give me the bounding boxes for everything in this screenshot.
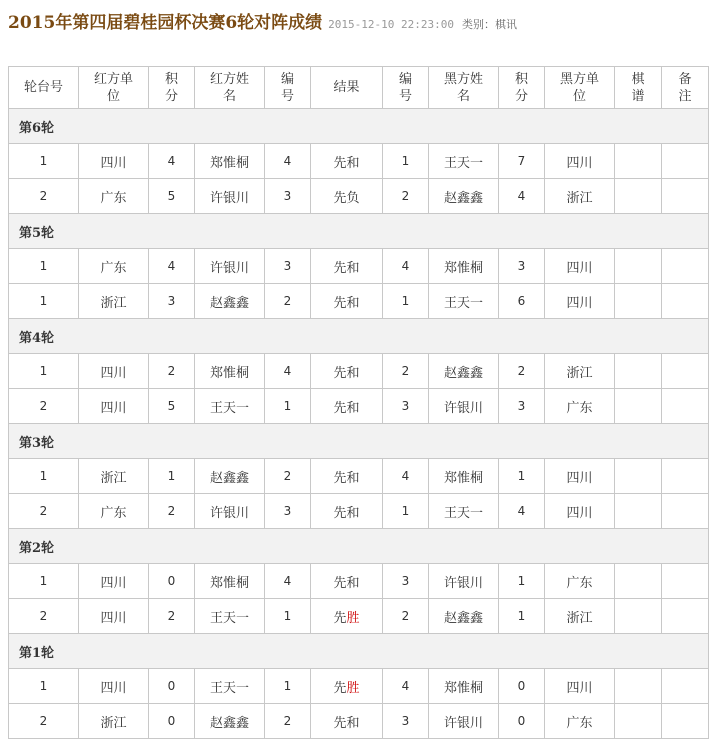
red-unit-cell: 四川 [79, 564, 149, 599]
red-score-cell: 5 [149, 179, 195, 214]
table-no-cell: 1 [9, 144, 79, 179]
black-name-cell: 王天一 [429, 494, 499, 529]
note-cell [662, 179, 709, 214]
black-no-cell: 2 [383, 599, 429, 634]
result-outcome: 和 [346, 575, 360, 591]
black-score-cell: 7 [499, 144, 545, 179]
red-name-cell: 郑惟桐 [195, 564, 265, 599]
table-no-cell: 1 [9, 564, 79, 599]
black-name-cell: 郑惟桐 [429, 459, 499, 494]
table-row [9, 599, 709, 634]
round-header-row [9, 424, 709, 459]
result-cell [311, 179, 383, 214]
result-cell [311, 459, 383, 494]
black-score-cell: 6 [499, 284, 545, 319]
result-cell [311, 144, 383, 179]
red-no-cell: 2 [265, 459, 311, 494]
red-name-cell: 许银川 [195, 249, 265, 284]
result-outcome: 和 [346, 470, 360, 486]
black-no-cell: 1 [383, 144, 429, 179]
red-name-cell: 王天一 [195, 599, 265, 634]
red-unit-cell: 浙江 [79, 284, 149, 319]
black-no-cell: 3 [383, 564, 429, 599]
note-cell [662, 354, 709, 389]
table-row [9, 144, 709, 179]
round-header-row [9, 109, 709, 144]
round-header-row [9, 214, 709, 249]
red-no-cell: 2 [265, 704, 311, 739]
table-row [9, 669, 709, 704]
red-no-cell: 4 [265, 354, 311, 389]
red-no-cell: 1 [265, 599, 311, 634]
col-note: 备 注 [662, 67, 709, 109]
black-unit-cell: 四川 [545, 249, 615, 284]
col-table-no: 轮台号 [9, 67, 79, 109]
black-name-cell: 王天一 [429, 144, 499, 179]
col-red-score: 积 分 [149, 67, 195, 109]
red-unit-cell: 四川 [79, 389, 149, 424]
red-name-cell: 王天一 [195, 669, 265, 704]
record-cell [615, 599, 662, 634]
red-no-cell: 2 [265, 284, 311, 319]
note-cell [662, 494, 709, 529]
red-no-cell: 3 [265, 249, 311, 284]
red-unit-cell: 广东 [79, 249, 149, 284]
result-outcome: 和 [346, 295, 360, 311]
record-cell [615, 354, 662, 389]
red-unit-cell: 浙江 [79, 459, 149, 494]
black-unit-cell: 广东 [545, 704, 615, 739]
article-header [8, 8, 517, 33]
black-name-cell: 王天一 [429, 284, 499, 319]
red-score-cell: 1 [149, 459, 195, 494]
red-score-cell: 2 [149, 354, 195, 389]
black-name-cell: 郑惟桐 [429, 669, 499, 704]
round-label: 第5轮 [9, 214, 709, 249]
table-row [9, 494, 709, 529]
col-black-name: 黑方姓 名 [429, 67, 499, 109]
table-no-cell: 1 [9, 284, 79, 319]
black-unit-cell: 广东 [545, 564, 615, 599]
red-no-cell: 1 [265, 389, 311, 424]
table-no-cell: 1 [9, 249, 79, 284]
result-outcome: 和 [346, 505, 360, 521]
result-first-move: 先 [333, 190, 347, 206]
round-header-row [9, 634, 709, 669]
result-outcome: 胜 [346, 680, 360, 696]
red-no-cell: 3 [265, 494, 311, 529]
note-cell [662, 599, 709, 634]
black-no-cell: 1 [383, 284, 429, 319]
red-name-cell: 赵鑫鑫 [195, 459, 265, 494]
red-unit-cell: 四川 [79, 144, 149, 179]
round-header-row [9, 319, 709, 354]
red-score-cell: 0 [149, 704, 195, 739]
result-first-move: 先 [333, 505, 347, 521]
result-outcome: 和 [346, 400, 360, 416]
note-cell [662, 564, 709, 599]
black-unit-cell: 四川 [545, 669, 615, 704]
black-unit-cell: 四川 [545, 144, 615, 179]
red-score-cell: 2 [149, 494, 195, 529]
result-cell [311, 354, 383, 389]
red-unit-cell: 四川 [79, 599, 149, 634]
black-name-cell: 赵鑫鑫 [429, 354, 499, 389]
table-no-cell: 2 [9, 179, 79, 214]
black-no-cell: 4 [383, 249, 429, 284]
black-name-cell: 许银川 [429, 389, 499, 424]
record-cell [615, 494, 662, 529]
table-no-cell: 2 [9, 599, 79, 634]
result-cell [311, 599, 383, 634]
black-score-cell: 1 [499, 599, 545, 634]
result-first-move: 先 [333, 470, 347, 486]
col-result: 结果 [311, 67, 383, 109]
red-name-cell: 赵鑫鑫 [195, 704, 265, 739]
record-cell [615, 704, 662, 739]
col-record: 棋 谱 [615, 67, 662, 109]
black-name-cell: 赵鑫鑫 [429, 179, 499, 214]
note-cell [662, 669, 709, 704]
note-cell [662, 389, 709, 424]
red-name-cell: 王天一 [195, 389, 265, 424]
result-cell [311, 284, 383, 319]
red-no-cell: 4 [265, 144, 311, 179]
note-cell [662, 144, 709, 179]
result-first-move: 先 [333, 680, 347, 696]
red-score-cell: 0 [149, 669, 195, 704]
round-label: 第4轮 [9, 319, 709, 354]
red-score-cell: 0 [149, 564, 195, 599]
result-outcome: 和 [346, 260, 360, 276]
table-row [9, 249, 709, 284]
round-label: 第2轮 [9, 529, 709, 564]
table-row [9, 564, 709, 599]
result-cell [311, 669, 383, 704]
red-name-cell: 许银川 [195, 494, 265, 529]
result-first-move: 先 [333, 155, 347, 171]
col-black-no: 编 号 [383, 67, 429, 109]
red-unit-cell: 四川 [79, 669, 149, 704]
col-red-name: 红方姓 名 [195, 67, 265, 109]
round-header-row [9, 529, 709, 564]
black-no-cell: 2 [383, 179, 429, 214]
black-score-cell: 1 [499, 564, 545, 599]
red-name-cell: 郑惟桐 [195, 354, 265, 389]
table-row [9, 389, 709, 424]
result-first-move: 先 [333, 715, 347, 731]
black-score-cell: 4 [499, 494, 545, 529]
black-name-cell: 赵鑫鑫 [429, 599, 499, 634]
red-unit-cell: 浙江 [79, 704, 149, 739]
black-unit-cell: 四川 [545, 494, 615, 529]
results-table [8, 66, 709, 739]
red-unit-cell: 四川 [79, 354, 149, 389]
table-no-cell: 2 [9, 494, 79, 529]
record-cell [615, 249, 662, 284]
category-label: 类别：棋讯 [462, 18, 517, 31]
result-cell [311, 564, 383, 599]
result-outcome: 和 [346, 365, 360, 381]
black-score-cell: 4 [499, 179, 545, 214]
black-name-cell: 许银川 [429, 704, 499, 739]
table-row [9, 459, 709, 494]
black-score-cell: 3 [499, 389, 545, 424]
black-no-cell: 4 [383, 669, 429, 704]
result-cell [311, 704, 383, 739]
round-label: 第1轮 [9, 634, 709, 669]
red-name-cell: 赵鑫鑫 [195, 284, 265, 319]
black-score-cell: 2 [499, 354, 545, 389]
table-row [9, 354, 709, 389]
result-outcome: 和 [346, 715, 360, 731]
black-unit-cell: 浙江 [545, 599, 615, 634]
result-first-move: 先 [333, 610, 347, 626]
result-outcome: 和 [346, 155, 360, 171]
round-label: 第6轮 [9, 109, 709, 144]
table-row [9, 179, 709, 214]
black-score-cell: 0 [499, 669, 545, 704]
black-unit-cell: 广东 [545, 389, 615, 424]
note-cell [662, 459, 709, 494]
black-score-cell: 1 [499, 459, 545, 494]
record-cell [615, 144, 662, 179]
red-unit-cell: 广东 [79, 179, 149, 214]
red-name-cell: 郑惟桐 [195, 144, 265, 179]
black-no-cell: 3 [383, 704, 429, 739]
red-score-cell: 3 [149, 284, 195, 319]
black-name-cell: 郑惟桐 [429, 249, 499, 284]
result-cell [311, 389, 383, 424]
result-outcome: 负 [346, 190, 360, 206]
red-score-cell: 4 [149, 249, 195, 284]
red-unit-cell: 广东 [79, 494, 149, 529]
black-no-cell: 1 [383, 494, 429, 529]
table-no-cell: 1 [9, 459, 79, 494]
black-unit-cell: 浙江 [545, 179, 615, 214]
table-no-cell: 1 [9, 354, 79, 389]
note-cell [662, 704, 709, 739]
black-no-cell: 2 [383, 354, 429, 389]
article-title: 2015年第四届碧桂园杯决赛6轮对阵成绩 [8, 13, 323, 33]
record-cell [615, 179, 662, 214]
col-red-no: 编 号 [265, 67, 311, 109]
table-no-cell: 2 [9, 389, 79, 424]
result-first-move: 先 [333, 400, 347, 416]
red-no-cell: 4 [265, 564, 311, 599]
note-cell [662, 249, 709, 284]
round-label: 第3轮 [9, 424, 709, 459]
table-no-cell: 2 [9, 704, 79, 739]
red-score-cell: 2 [149, 599, 195, 634]
publish-date: 2015-12-10 22:23:00 [328, 18, 454, 31]
result-outcome: 胜 [346, 610, 360, 626]
record-cell [615, 669, 662, 704]
red-score-cell: 5 [149, 389, 195, 424]
red-no-cell: 1 [265, 669, 311, 704]
result-first-move: 先 [333, 295, 347, 311]
result-cell [311, 249, 383, 284]
record-cell [615, 284, 662, 319]
col-red-unit: 红方单 位 [79, 67, 149, 109]
col-black-score: 积 分 [499, 67, 545, 109]
record-cell [615, 459, 662, 494]
note-cell [662, 284, 709, 319]
col-black-unit: 黑方单 位 [545, 67, 615, 109]
record-cell [615, 564, 662, 599]
red-score-cell: 4 [149, 144, 195, 179]
record-cell [615, 389, 662, 424]
result-cell [311, 494, 383, 529]
red-no-cell: 3 [265, 179, 311, 214]
black-no-cell: 4 [383, 459, 429, 494]
header-row [9, 67, 709, 109]
table-no-cell: 1 [9, 669, 79, 704]
black-unit-cell: 浙江 [545, 354, 615, 389]
black-name-cell: 许银川 [429, 564, 499, 599]
black-unit-cell: 四川 [545, 284, 615, 319]
black-unit-cell: 四川 [545, 459, 615, 494]
result-first-move: 先 [333, 365, 347, 381]
table-row [9, 704, 709, 739]
red-name-cell: 许银川 [195, 179, 265, 214]
result-first-move: 先 [333, 575, 347, 591]
black-score-cell: 3 [499, 249, 545, 284]
black-score-cell: 0 [499, 704, 545, 739]
black-no-cell: 3 [383, 389, 429, 424]
result-first-move: 先 [333, 260, 347, 276]
table-row [9, 284, 709, 319]
